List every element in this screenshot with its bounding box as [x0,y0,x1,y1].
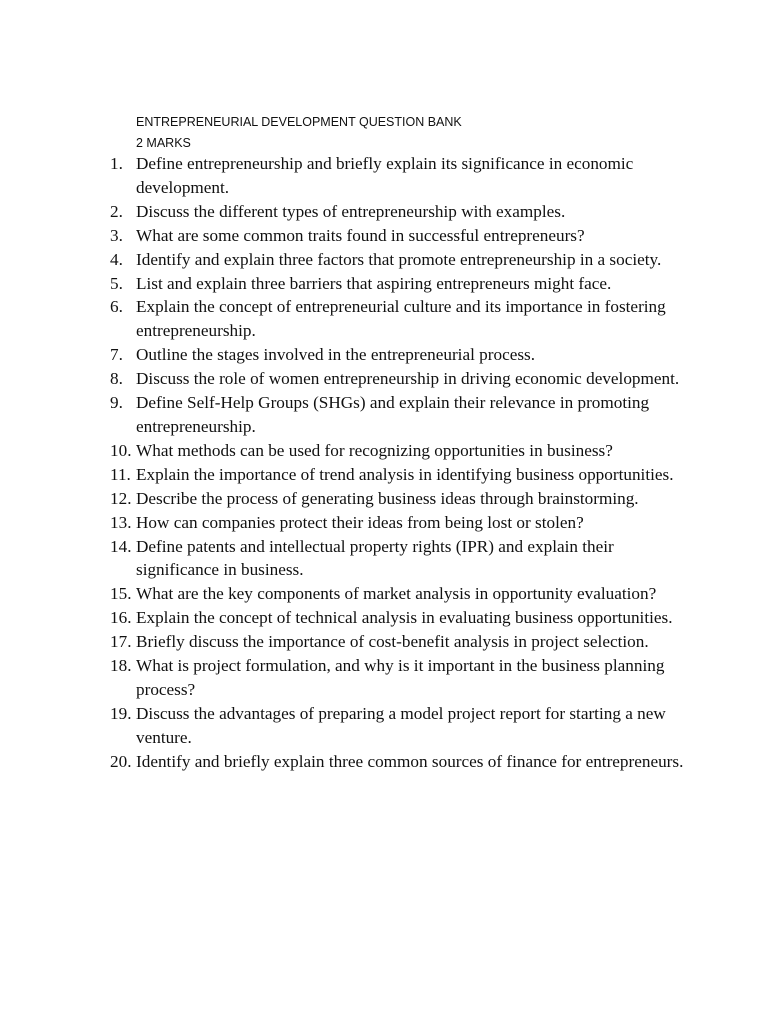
question-number: 3. [110,225,123,245]
question-number: 18. [110,656,132,676]
question-number: 8. [110,369,123,389]
question-number: 12. [110,488,132,508]
question-number: 19. [110,703,132,723]
question-text: Define entrepreneurship and briefly explain its significance in economic development. [136,154,634,197]
document-subtitle: 2 MARKS [136,136,191,150]
question-text: What are the key components of market analysis in opportunity evaluation? [136,584,657,604]
question-text: How can companies protect their ideas from being lost or stolen? [136,512,584,532]
question-text: What is project formulation, and why is it important in the business planning process? [136,656,665,699]
question-number: 16. [110,608,132,628]
question-item [110,535,700,583]
question-item [110,654,700,702]
question-text: Explain the concept of technical analysis in evaluating business opportunities. [136,608,673,628]
question-number: 2. [110,201,123,221]
question-number: 11. [110,464,131,484]
question-item [110,487,700,511]
question-text: Define Self-Help Groups (SHGs) and explain their relevance in promoting entrepreneurship. [136,393,650,436]
question-item [110,391,700,439]
question-item [110,439,700,463]
question-text: Identify and explain three factors that promote entrepreneurship in a society. [136,249,662,269]
question-number: 15. [110,584,132,604]
question-item [110,248,700,272]
question-text: Describe the process of generating business ideas through brainstorming. [136,488,639,508]
question-text: Explain the concept of entrepreneurial culture and its importance in fostering entrepreneurship. [136,297,666,341]
question-text: Discuss the advantages of preparing a model project report for starting a new venture. [136,703,666,747]
question-number: 6. [110,297,123,317]
question-item [110,272,700,296]
question-text: Discuss the different types of entrepreneurship with examples. [136,201,566,221]
question-number: 7. [110,345,123,365]
question-number: 14. [110,536,132,556]
question-number: 4. [110,249,123,269]
question-item [110,343,700,367]
question-text: Outline the stages involved in the entrepreneurial process. [136,345,536,365]
question-number: 1. [110,154,123,173]
question-text: What methods can be used for recognizing opportunities in business? [136,440,613,460]
question-item [110,463,700,487]
question-text: What are some common traits found in successful entrepreneurs? [136,225,585,245]
question-text: Define patents and intellectual property rights (IPR) and explain their significance in business. [136,536,614,580]
question-item [110,224,700,248]
question-number: 17. [110,632,132,652]
question-number: 20. [110,751,132,771]
question-item [110,200,700,224]
question-text: Briefly discuss the importance of cost-benefit analysis in project selection. [136,632,649,652]
question-text: Identify and briefly explain three common sources of finance for entrepreneurs. [136,751,684,771]
document-title: ENTREPRENEURIAL DEVELOPMENT QUESTION BANK [136,115,462,129]
question-item [110,630,700,654]
question-item [110,606,700,630]
question-text: Discuss the role of women entrepreneurship in driving economic development. [136,369,680,389]
question-number: 13. [110,512,132,532]
question-item [110,511,700,535]
question-number: 10. [110,440,132,460]
question-number: 5. [110,273,123,293]
question-text: List and explain three barriers that aspiring entrepreneurs might face. [136,273,612,293]
question-item [110,582,700,606]
question-list [110,152,700,774]
document-header [136,112,462,154]
question-text: Explain the importance of trend analysis in identifying business opportunities. [136,464,674,484]
question-item [110,367,700,391]
question-number: 9. [110,393,123,413]
question-item [110,702,700,750]
question-item [110,295,700,343]
question-item [110,152,700,200]
question-item [110,750,700,774]
